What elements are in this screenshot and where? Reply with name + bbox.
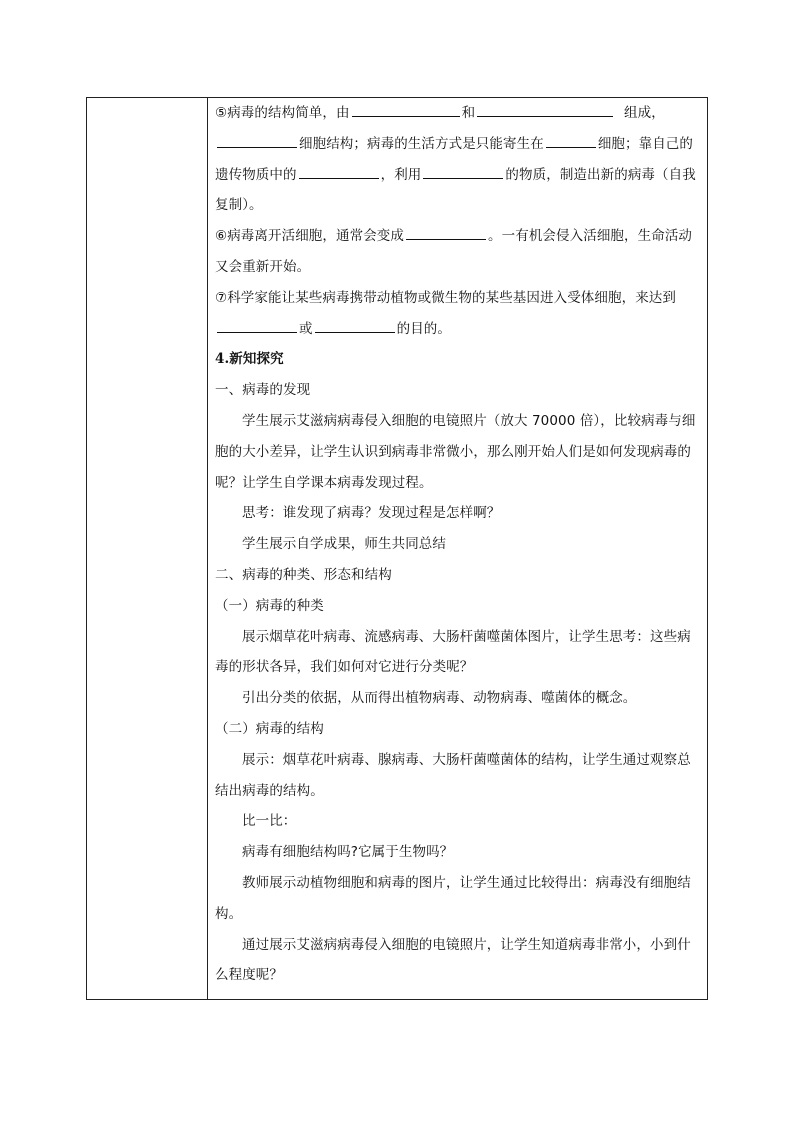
paragraph-line: 教师展示动植物细胞和病毒的图片，让学生通过比较得出：病毒没有细胞结 [242, 874, 691, 891]
paragraph-line: 毒的形状各异，我们如何对它进行分类呢？ [215, 659, 474, 676]
paragraph-line: 病毒有细胞结构吗?它属于生物吗？ [242, 844, 454, 861]
subsection-title: （一）病毒的种类 [215, 597, 324, 614]
q5-line-3: 遗传物质中的 ，利用 的物质，制造出新的病毒（自我 [215, 160, 703, 191]
paragraph-line: 比一比： [242, 813, 297, 830]
paragraph-line: 通过展示艾滋病病毒侵入细胞的电镜照片，让学生知道病毒非常小，小到什 [242, 936, 691, 953]
fill-blank[interactable] [217, 131, 297, 148]
paragraph-line: 学生展示自学成果，师生共同总结 [242, 536, 446, 553]
paragraph-line: 学生展示艾滋病病毒侵入细胞的电镜照片（放大 70000 倍），比较病毒与细 [242, 412, 696, 429]
part-title: 一、病毒的发现 [215, 382, 311, 399]
paragraph-line: 构。 [215, 905, 243, 922]
fill-blank[interactable] [217, 316, 297, 333]
q5-line-4: 复制）。 [215, 197, 263, 214]
paragraph-line: 展示：烟草花叶病毒、腺病毒、大肠杆菌噬菌体的结构，让学生通过观察总 [242, 751, 691, 768]
paragraph-line: 思考：谁发现了病毒？发现过程是怎样啊？ [242, 505, 501, 522]
fill-blank[interactable] [352, 100, 460, 117]
q6-line-2: 又会重新开始。 [215, 258, 311, 275]
q6-line-1: ⑥病毒离开活细胞，通常会变成 。一有机会侵入活细胞，生命活动 [215, 221, 703, 252]
paragraph-line: 引出分类的依据，从而得出植物病毒、动物病毒、噬菌体的概念。 [242, 690, 637, 707]
fill-blank[interactable] [477, 100, 613, 117]
paragraph-line: 结出病毒的结构。 [215, 782, 324, 799]
paragraph-line: 展示烟草花叶病毒、流感病毒、大肠杆菌噬菌体图片，让学生思考：这些病 [242, 628, 691, 645]
part-title: 二、病毒的种类、形态和结构 [215, 566, 392, 583]
fill-blank[interactable] [406, 223, 486, 240]
section-heading: 4.新知探究 [215, 351, 284, 368]
q5-line-1: ⑤病毒的结构简单，由 和 组成， [215, 98, 703, 129]
paragraph-line: 胞的大小差异，让学生认识到病毒非常微小，那么刚开始人们是如何发现病毒的 [215, 443, 691, 460]
lesson-content [215, 98, 703, 991]
column-divider [207, 98, 208, 999]
fill-blank[interactable] [546, 131, 596, 148]
subsection-title: （二）病毒的结构 [215, 720, 324, 737]
paragraph-line: 呢？让学生自学课本病毒发现过程。 [215, 474, 433, 491]
paragraph-line: 么程度呢？ [215, 967, 283, 984]
q7-line-2: 或 的目的。 [215, 314, 703, 345]
fill-blank[interactable] [315, 316, 395, 333]
fill-blank[interactable] [423, 162, 503, 179]
fill-blank[interactable] [299, 162, 379, 179]
q7-line-1: ⑦科学家能让某些病毒携带动植物或微生物的某些基因进入受体细胞，来达到 [215, 289, 677, 306]
q5-line-2: 细胞结构；病毒的生活方式是只能寄生在 细胞；靠自己的 [215, 129, 703, 160]
